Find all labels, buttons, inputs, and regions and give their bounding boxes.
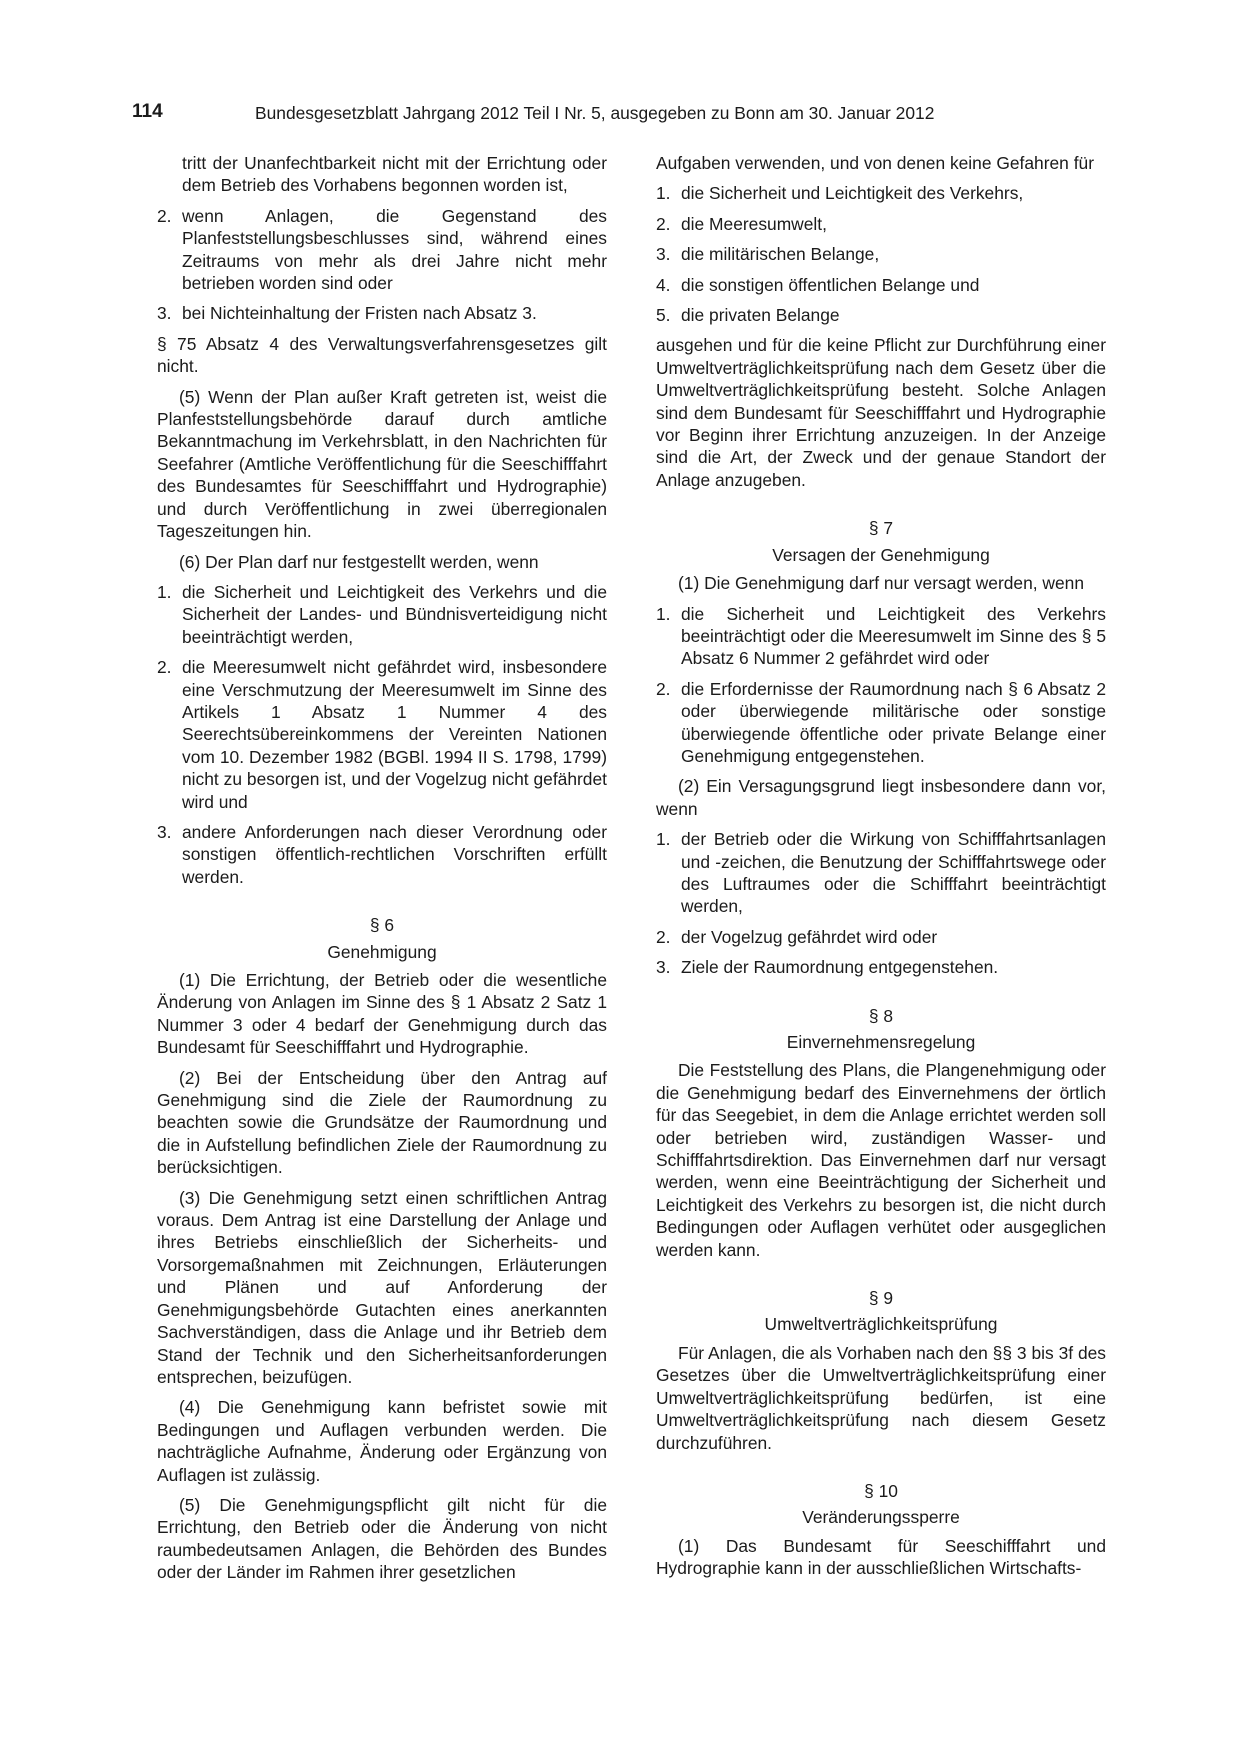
paragraph: Für Anlagen, die als Vorhaben nach den §§ 3 bis 3f des Gesetzes über die Umweltverträglichkeitsprüfung einer Umweltverträglichkeitsprüfung bedürfen, ist eine Umweltverträglichkeitsprüfung nach diesem Gesetz durchzuführen. [656,1342,1106,1453]
list-item [656,243,1106,265]
section-title: Genehmigung [327,941,437,962]
right-column [656,152,1106,1588]
list-text: die Sicherheit und Leichtigkeit des Verkehrs und die Sicherheit der Landes- und Bündnisverteidigung nicht beeinträchtigt werden, [182,581,607,647]
paragraph: (4) Die Genehmigung kann befristet sowie mit Bedingungen und Auflagen verbunden werden. Die nachträgliche Aufnahme, Änderung oder Ergänzung von Auflagen ist zulässig. [157,1397,607,1485]
list-number: 3. [656,244,671,265]
paragraph: (1) Das Bundesamt für Seeschifffahrt und Hydrographie kann in der ausschließlichen Wirtschafts- [656,1535,1106,1579]
list-item [157,205,607,295]
list-text: der Betrieb oder die Wirkung von Schifffahrtsanlagen und -zeichen, die Benutzung der Schifffahrtswege oder des Luftraumes oder die Schifffahrt beeinträchtigt werden, [681,829,1106,917]
list-item [656,304,1106,326]
paragraph: Aufgaben verwenden, und von denen keine Gefahren für [656,153,1094,173]
list-item [656,182,1106,204]
list-text: die Sicherheit und Leichtigkeit des Verkehrs beeinträchtigt oder die Meeresumwelt im Sinne des § 5 Absatz 6 Nummer 2 gefährdet wird oder [681,603,1106,669]
list-number: 2. [656,926,671,947]
list-number: 2. [157,205,172,226]
section-number: § 6 [369,915,395,936]
list-item [656,926,1106,948]
section-number: § 10 [864,1480,898,1501]
list-text: die militärischen Belange, [681,244,880,265]
section-number: § 9 [868,1288,894,1309]
section-title: Veränderungssperre [802,1507,960,1528]
list-number: 2. [157,657,172,678]
list-text: die sonstigen öffentlichen Belange und [681,274,980,295]
left-column [157,152,607,1592]
list-item [656,678,1106,768]
list-text: andere Anforderungen nach dieser Verordnung oder sonstigen öffentlich-rechtlichen Vorschriften erfüllt werden. [182,821,607,887]
gazette-header-title: Bundesgesetzblatt Jahrgang 2012 Teil I Nr. 5, ausgegeben zu Bonn am 30. Januar 2012 [255,103,935,123]
list-item [656,603,1106,670]
paragraph: (1) Die Errichtung, der Betrieb oder die wesentliche Änderung von Anlagen im Sinne des § 1 Absatz 2 Satz 1 Nummer 3 oder 4 bedarf der Genehmigung durch das Bundesamt für Seeschifffahrt und Hydrographie. [157,970,607,1058]
list-text: die Meeresumwelt nicht gefährdet wird, insbesondere eine Verschmutzung der Meeresumwelt im Sinne des Artikels 1 Absatz 1 Nummer 4 des Seerechtsübereinkommens der Vereinten Nationen vom 10. Dezember 1982 (BGBl. 1994 II S. 1798, 1799) nicht zu besorgen ist, und der Vogelzug nicht gefährdet wird und [182,657,607,812]
paragraph: Die Feststellung des Plans, die Plangenehmigung oder die Genehmigung bedarf des Einvernehmens der örtlich für das Seegebiet, in dem die Anlage errichtet werden soll oder betrieben wird, zuständigen Wasser- und Schifffahrtsdirektion. Das Einvernehmen darf nur versagt werden, wenn eine Beeinträchtigung der Sicherheit und Leichtigkeit des Verkehrs zu besorgen ist, die nicht durch Bedingungen oder Auflagen verhütet oder ausgeglichen werden kann. [656,1060,1106,1260]
paragraph: (1) Die Genehmigung darf nur versagt werden, wenn [678,573,1084,594]
list-number: 4. [656,274,671,295]
list-text: Ziele der Raumordnung entgegenstehen. [681,957,999,978]
list-text: die privaten Belange [681,305,840,326]
paragraph: ausgehen und für die keine Pflicht zur Durchführung einer Umweltverträglichkeitsprüfung nach dem Gesetz über die Umweltverträglichkeitsprüfung besteht. Solche Anlagen sind dem Bundesamt für Seeschifffahrt und Hydrographie vor Beginn ihrer Errichtung anzuzeigen. In der Anzeige sind die Art, der Zweck und der genaue Standort der Anlage anzugeben. [656,335,1106,490]
list-item [656,213,1106,235]
list-item [656,274,1106,296]
paragraph: § 75 Absatz 4 des Verwaltungsverfahrensgesetzes gilt nicht. [157,333,607,377]
list-number: 3. [157,821,172,842]
page-number: 114 [132,101,163,122]
list-number: 1. [656,829,671,850]
list-number: 1. [656,183,671,204]
paragraph: (2) Bei der Entscheidung über den Antrag auf Genehmigung sind die Ziele der Raumordnung zu beachten sowie die Grundsätze der Raumordnung und die in Aufstellung befindlichen Ziele der Raumordnung zu berücksichtigen. [157,1067,607,1178]
list-number: 1. [157,581,172,602]
paragraph: (5) Wenn der Plan außer Kraft getreten ist, weist die Planfeststellungsbehörde darauf durch amtliche Bekanntmachung im Verkehrsblatt, in den Nachrichten für Seefahrer (Amtliche Veröffentlichung für die Seeschifffahrt des Bundesamtes für Seeschifffahrt und Hydrographie) und durch Veröffentlichung in zwei überregionalen Tageszeitungen hin. [157,386,607,542]
list-number: 3. [656,957,671,978]
section-title: Versagen der Genehmigung [772,544,990,565]
list-item [157,821,607,888]
list-text: die Meeresumwelt, [681,213,827,234]
list-number: 5. [656,305,671,326]
list-number: 2. [656,213,671,234]
paragraph: (2) Ein Versagungsgrund liegt insbesondere dann vor, wenn [656,776,1106,819]
list-number: 1. [656,603,671,624]
paragraph: (6) Der Plan darf nur festgestellt werden, wenn [179,551,539,572]
section-number: § 8 [868,1005,894,1026]
list-item [157,656,607,813]
list-number: 2. [656,678,671,699]
paragraph: (5) Die Genehmigungspflicht gilt nicht für die Errichtung, den Betrieb oder die Änderung von nicht raumbedeutsamen Anlagen, die Behörden des Bundes oder der Länder im Rahmen ihrer gesetzlichen [157,1494,607,1583]
list-text: bei Nichteinhaltung der Fristen nach Absatz 3. [182,303,537,324]
page-header [132,101,1102,125]
list-item [157,581,607,648]
paragraph: (3) Die Genehmigung setzt einen schriftlichen Antrag voraus. Dem Antrag ist eine Darstellung der Anlage und ihres Betriebs einschließlich der Sicherheits- und Vorsorgemaßnahmen mit Zeichnungen, Erläuterungen und Plänen und auf Anforderung der Genehmigungsbehörde Gutachten eines anerkannten Sachverständigen, dass die Anlage und ihr Betrieb dem Stand der Technik und den Sicherheitsanforderungen entsprechen, beizufügen. [157,1187,607,1387]
list-item [157,302,607,324]
list-text: die Sicherheit und Leichtigkeit des Verkehrs, [681,183,1024,204]
section-title: Umweltverträglichkeitsprüfung [764,1314,998,1335]
list-text: der Vogelzug gefährdet wird oder [681,926,938,947]
list-text: wenn Anlagen, die Gegenstand des Planfeststellungsbeschlusses sind, während eines Zeitraums von mehr als drei Jahre nicht mehr betrieben worden sind oder [182,205,607,294]
continued-list-item: tritt der Unanfechtbarkeit nicht mit der Errichtung oder dem Betrieb des Vorhabens begonnen worden ist, [182,153,607,196]
section-title: Einvernehmensregelung [786,1032,976,1052]
list-item [656,956,1106,978]
list-text: die Erfordernisse der Raumordnung nach § 6 Absatz 2 oder überwiegende militärische oder sonstige überwiegende öffentliche oder private Belange einer Genehmigung entgegenstehen. [681,678,1106,766]
list-number: 3. [157,303,172,324]
section-number: § 7 [868,518,894,539]
list-item [656,828,1106,918]
